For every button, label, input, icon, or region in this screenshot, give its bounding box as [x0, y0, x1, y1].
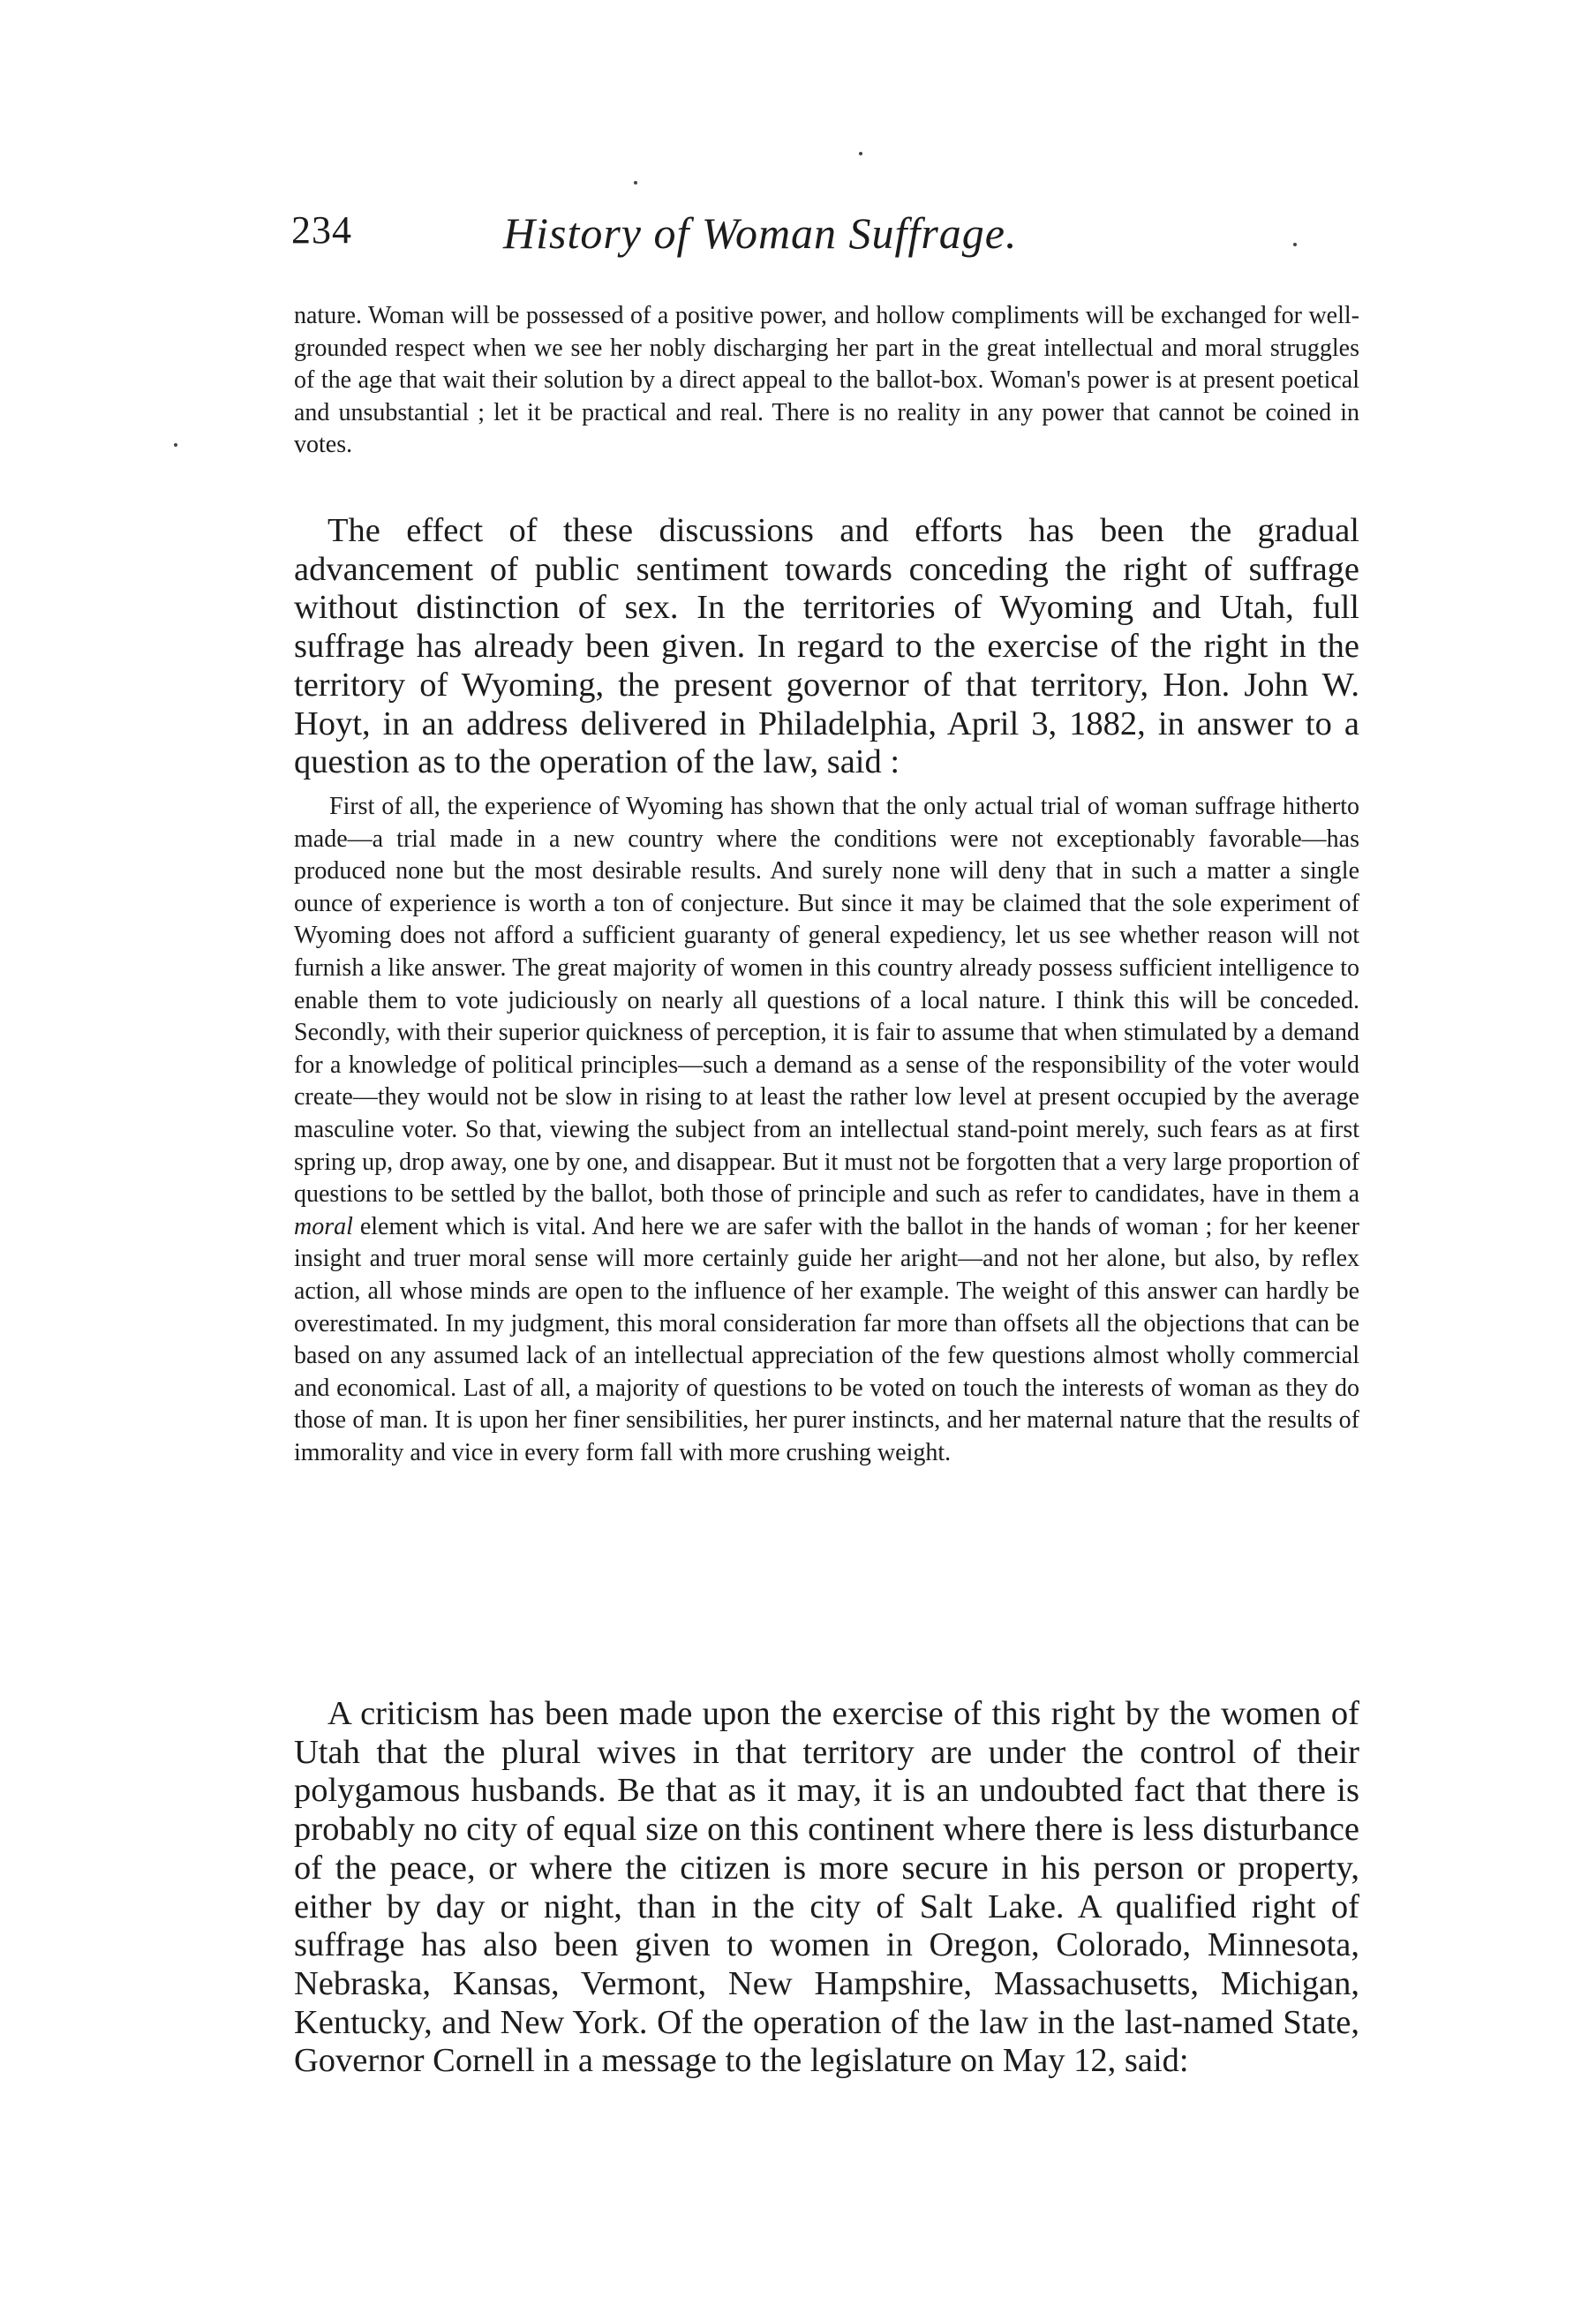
hoyt-quote-paragraph — [294, 791, 1359, 1469]
scan-speck — [859, 152, 862, 155]
effect-paragraph: The effect of these discussions and efforts has been the gradual advancement of public sentiment towards conceding the right of suffrage without distinction of sex. In the territories of Wyoming and Utah, full suffrage has already been given. In regard to the exercise of the right in the territory of Wyoming, the present governor of that territory, Hon. John W. Hoyt, in an address delivered in Philadelphia, April 3, 1882, in answer to a question as to the operation of the law, said : — [294, 512, 1359, 781]
running-title: History of Woman Suffrage. — [503, 208, 1018, 258]
criticism-paragraph: A criticism has been made upon the exercise of this right by the women of Utah that the plural wives in that territory are under the control of their polygamous husbands. Be that as it may, it is an undoubted fact that there is probably no city of equal size on this continent where there is less disturbance of the peace, or where the citizen is more secure in his person or property, either by day or night, than in the city of Salt Lake. A qualified right of suffrage has also been given to women in Oregon, Colorado, Minnesota, Nebraska, Kansas, Vermont, New Hampshire, Massachusetts, Michigan, Kentucky, and New York. Of the operation of the law in the last-named State, Governor Cornell in a message to the legislature on May 12, said: — [294, 1695, 1359, 2080]
page-header — [291, 207, 1351, 269]
hoyt-quote-text-end: element which is vital. And here we are safer with the ballot in the hands of woman ; for her keener insight and truer moral sense will more certainly guide her aright—and not her alone, but also, by reflex action, all whose minds are open to the influence of her example. The weight of this answer can hardly be overestimated. In my judgment, this moral consideration far more than offsets all the objections that can be based on any assumed lack of an intellectual appreciation of the few questions almost wholly commercial and economical. Last of all, a majority of questions to be voted on touch the interests of woman as they do those of man. It is upon her finer sensibilities, her purer instincts, and her maternal nature that the results of immorality and vice in every form fall with more crushing weight. — [294, 1212, 1359, 1466]
quote-tail-paragraph: nature. Woman will be possessed of a positive power, and hollow compliments will be exchanged for well-grounded respect when we see her nobly discharging her part in the great intellectual and moral struggles of the age that wait their solution by a direct appeal to the ballot-box. Woman's power is at present poetical and unsubstantial ; let it be practical and real. There is no reality in any power that cannot be coined in votes. — [294, 302, 1359, 459]
hoyt-quote-italic-word: moral — [294, 1212, 353, 1240]
hoyt-quote-text-start: First of all, the experience of Wyoming has shown that the only actual trial of woman suffrage hitherto made—a trial made in a new country where the conditions were not exceptionably favorable—has produced none but the most desirable results. And surely none will deny that in such a matter a single ounce of experience is worth a ton of conjecture. But since it may be claimed that the sole experiment of Wyoming does not afford a sufficient guaranty of general expediency, let us see whether reason will not furnish a like answer. The great majority of women in this country already possess sufficient intelligence to enable them to vote judiciously on nearly all questions of a local nature. I think this will be conceded. Secondly, with their superior quickness of perception, it is fair to assume that when stimulated by a demand for a knowledge of political principles—such a demand as a sense of the responsibility of the voter would create—they would not be slow in rising to at least the rather low level at present occupied by the average masculine voter. So that, viewing the subject from an intellectual stand-point merely, such fears as at first spring up, drop away, one by one, and disappear. But it must not be forgotten that a very large proportion of questions to be settled by the ballot, both those of principle and such as refer to candidates, have in them a — [294, 793, 1359, 1209]
page-number: 234 — [291, 208, 352, 252]
scan-speck — [634, 181, 637, 185]
scan-speck — [174, 443, 177, 447]
